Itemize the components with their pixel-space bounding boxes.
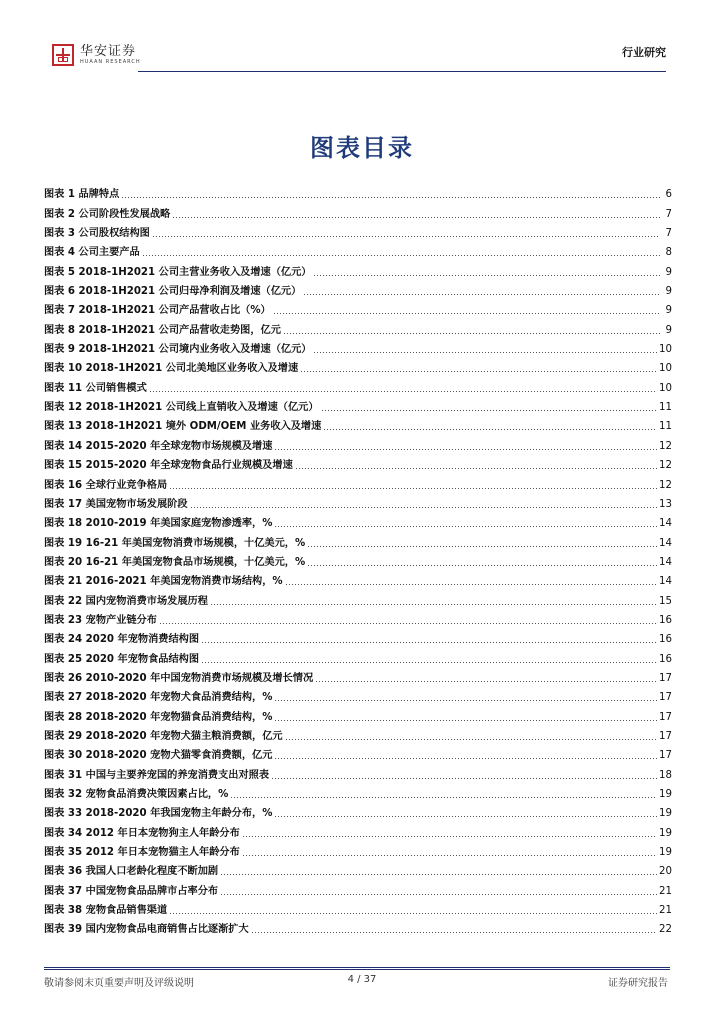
toc-entry[interactable] xyxy=(44,183,672,202)
footer-divider-secondary xyxy=(44,969,670,970)
toc-entry-label[interactable]: 图表 16 全球行业竞争格局 xyxy=(44,479,168,491)
toc-entry[interactable] xyxy=(44,609,672,628)
toc-entry-page[interactable]: 10 xyxy=(659,363,672,375)
toc-entry[interactable] xyxy=(44,338,672,357)
toc-entry-label[interactable]: 图表 15 2015-2020 年全球宠物食品行业规模及增速 xyxy=(44,460,293,472)
toc-entry-label[interactable]: 图表 26 2010-2020 年中国宠物消费市场规模及增长情况 xyxy=(44,672,314,684)
toc-entry[interactable] xyxy=(44,454,672,473)
toc-dot-leader xyxy=(313,352,657,353)
header-divider xyxy=(138,71,666,72)
toc-entry-page[interactable]: 9 xyxy=(665,266,672,278)
toc-entry[interactable] xyxy=(44,821,672,840)
toc-entry-page[interactable]: 10 xyxy=(659,382,672,394)
figure-table-of-contents xyxy=(44,183,672,937)
toc-entry-page[interactable]: 17 xyxy=(659,672,672,684)
toc-dot-leader xyxy=(285,584,657,585)
toc-entry-label[interactable]: 图表 25 2020 年宠物食品结构图 xyxy=(44,653,200,665)
toc-entry[interactable] xyxy=(44,202,672,221)
logo-english-name: HUAAN RESEARCH xyxy=(80,58,141,65)
toc-dot-leader xyxy=(295,468,657,469)
toc-entry-page[interactable]: 9 xyxy=(665,324,672,336)
toc-dot-leader xyxy=(300,371,657,372)
toc-entry[interactable] xyxy=(44,744,672,763)
footer-page-number: 4 / 37 xyxy=(347,974,377,985)
toc-entry-label[interactable]: 图表 28 2018-2020 年宠物猫食品消费结构，% xyxy=(44,711,273,723)
toc-entry-label[interactable]: 图表 18 2010-2019 年美国家庭宠物渗透率，% xyxy=(44,518,273,530)
toc-entry-page[interactable]: 17 xyxy=(659,730,672,742)
toc-entry-page[interactable]: 16 xyxy=(659,614,672,626)
toc-entry-label[interactable]: 图表 30 2018-2020 宠物犬猫零食消费额，亿元 xyxy=(44,750,273,762)
toc-entry-label[interactable]: 图表 3 公司股权结构图 xyxy=(44,228,150,240)
toc-dot-leader xyxy=(190,507,658,508)
toc-dot-leader xyxy=(169,913,657,914)
toc-entry-page[interactable]: 17 xyxy=(659,750,672,762)
toc-entry-label[interactable]: 图表 11 公司销售模式 xyxy=(44,382,147,394)
toc-entry[interactable] xyxy=(44,512,672,531)
toc-dot-leader xyxy=(274,720,657,721)
toc-entry-page[interactable]: 11 xyxy=(659,402,672,414)
toc-entry[interactable] xyxy=(44,918,672,937)
toc-dot-leader xyxy=(274,700,657,701)
toc-dot-leader xyxy=(251,932,657,933)
toc-entry-page[interactable]: 14 xyxy=(659,556,672,568)
toc-entry-page[interactable]: 12 xyxy=(659,460,672,472)
toc-entry-page[interactable]: 19 xyxy=(659,789,672,800)
toc-entry-label[interactable]: 图表 36 我国人口老龄化程度不断加剧 xyxy=(44,866,219,878)
logo-mark-icon xyxy=(52,44,74,66)
toc-entry[interactable] xyxy=(44,493,672,512)
toc-entry-label[interactable]: 图表 32 宠物食品消费决策因素占比，% xyxy=(44,789,229,800)
toc-entry-label[interactable]: 图表 19 16-21 年美国宠物消费市场规模，十亿美元，% xyxy=(44,537,306,549)
toc-entry-page[interactable]: 11 xyxy=(659,421,672,433)
toc-dot-leader xyxy=(230,797,657,798)
toc-dot-leader xyxy=(169,488,657,489)
toc-dot-leader xyxy=(283,333,660,334)
toc-entry-page[interactable]: 9 xyxy=(665,305,672,317)
toc-entry-page[interactable]: 17 xyxy=(659,692,672,704)
toc-entry[interactable] xyxy=(44,531,672,550)
toc-entry-label[interactable]: 图表 1 品牌特点 xyxy=(44,189,120,201)
toc-dot-leader xyxy=(121,197,660,198)
toc-entry-page[interactable]: 16 xyxy=(659,634,672,646)
toc-entry-page[interactable]: 15 xyxy=(659,595,672,607)
toc-entry[interactable] xyxy=(44,434,672,453)
toc-entry[interactable] xyxy=(44,415,672,434)
toc-dot-leader xyxy=(323,429,657,430)
toc-entry[interactable] xyxy=(44,628,672,647)
toc-dot-leader xyxy=(273,313,660,314)
toc-entry[interactable] xyxy=(44,357,672,376)
toc-entry-page[interactable]: 13 xyxy=(659,498,672,510)
footer-divider xyxy=(44,967,670,968)
toc-entry-label[interactable]: 图表 20 16-21 年美国宠物食品市场规模，十亿美元，% xyxy=(44,556,306,568)
logo-chinese-name: 华安证券 xyxy=(80,43,137,59)
toc-entry-page[interactable]: 22 xyxy=(659,924,672,936)
toc-entry[interactable] xyxy=(44,376,672,395)
toc-dot-leader xyxy=(321,410,657,411)
toc-entry-page[interactable]: 9 xyxy=(665,286,672,298)
toc-entry[interactable] xyxy=(44,589,672,608)
toc-entry[interactable] xyxy=(44,647,672,666)
toc-entry[interactable] xyxy=(44,473,672,492)
toc-dot-leader xyxy=(210,604,657,605)
toc-entry-page[interactable]: 18 xyxy=(659,769,672,781)
toc-entry-label[interactable]: 图表 10 2018-1H2021 公司北美地区业务收入及增速 xyxy=(44,363,299,375)
toc-entry-page[interactable]: 19 xyxy=(659,808,672,820)
toc-dot-leader xyxy=(274,758,657,759)
toc-dot-leader xyxy=(274,816,657,817)
toc-dot-leader xyxy=(159,623,657,624)
toc-entry-label[interactable]: 图表 34 2012 年日本宠物狗主人年龄分布 xyxy=(44,827,240,839)
toc-entry[interactable] xyxy=(44,222,672,241)
toc-entry-label[interactable]: 图表 13 2018-1H2021 境外 ODM/OEM 业务收入及增速 xyxy=(44,421,322,433)
toc-entry-label[interactable]: 图表 39 国内宠物食品电商销售占比逐渐扩大 xyxy=(44,924,249,936)
toc-entry-label[interactable]: 图表 7 2018-1H2021 公司产品营收占比（%） xyxy=(44,305,271,317)
toc-entry[interactable] xyxy=(44,396,672,415)
toc-entry-page[interactable]: 19 xyxy=(659,827,672,839)
toc-dot-leader xyxy=(313,275,660,276)
toc-entry-page[interactable]: 10 xyxy=(659,344,672,356)
toc-entry-page[interactable]: 16 xyxy=(659,653,672,665)
footer-disclaimer: 敬请参阅末页重要声明及评级说明 xyxy=(44,978,194,989)
toc-dot-leader xyxy=(242,855,657,856)
toc-entry-label[interactable]: 图表 14 2015-2020 年全球宠物市场规模及增速 xyxy=(44,440,273,452)
toc-entry-page[interactable]: 6 xyxy=(665,189,672,201)
toc-entry-page[interactable]: 14 xyxy=(659,576,672,588)
toc-entry[interactable] xyxy=(44,879,672,898)
toc-entry-label[interactable]: 图表 24 2020 年宠物消费结构图 xyxy=(44,634,200,646)
toc-entry[interactable] xyxy=(44,725,672,744)
toc-entry-page[interactable]: 14 xyxy=(659,537,672,549)
toc-entry[interactable] xyxy=(44,763,672,782)
toc-dot-leader xyxy=(315,681,657,682)
section-label: 行业研究 xyxy=(622,46,666,59)
toc-entry-page[interactable]: 8 xyxy=(665,247,672,259)
toc-entry-page[interactable]: 14 xyxy=(659,518,672,530)
toc-entry-label[interactable]: 图表 35 2012 年日本宠物猫主人年龄分布 xyxy=(44,847,240,859)
toc-dot-leader xyxy=(242,836,657,837)
toc-dot-leader xyxy=(307,546,657,547)
toc-entry-page[interactable]: 17 xyxy=(659,711,672,723)
toc-entry-label[interactable]: 图表 4 公司主要产品 xyxy=(44,247,140,259)
toc-entry-label[interactable]: 图表 5 2018-1H2021 公司主营业务收入及增速（亿元） xyxy=(44,266,312,278)
toc-entry-page[interactable]: 21 xyxy=(659,885,672,897)
page-title: 图表目录 xyxy=(310,134,414,162)
toc-entry[interactable] xyxy=(44,280,672,299)
toc-entry-page[interactable]: 20 xyxy=(659,866,672,878)
toc-entry-page[interactable]: 21 xyxy=(659,905,672,917)
toc-entry[interactable] xyxy=(44,570,672,589)
toc-entry-page[interactable]: 12 xyxy=(659,479,672,491)
toc-dot-leader xyxy=(303,294,660,295)
toc-entry[interactable] xyxy=(44,318,672,337)
toc-entry-label[interactable]: 图表 17 美国宠物市场发展阶段 xyxy=(44,498,188,510)
toc-entry[interactable] xyxy=(44,783,672,802)
toc-dot-leader xyxy=(201,662,657,663)
toc-entry-label[interactable]: 图表 2 公司阶段性发展战略 xyxy=(44,208,171,220)
toc-entry-label[interactable]: 图表 12 2018-1H2021 公司线上直销收入及增速（亿元） xyxy=(44,402,319,414)
toc-entry[interactable] xyxy=(44,705,672,724)
toc-entry-label[interactable]: 图表 29 2018-2020 年宠物犬猫主粮消费额，亿元 xyxy=(44,730,283,742)
toc-entry[interactable] xyxy=(44,860,672,879)
toc-entry[interactable] xyxy=(44,899,672,918)
toc-dot-leader xyxy=(142,255,660,256)
toc-entry[interactable] xyxy=(44,667,672,686)
toc-entry-label[interactable]: 图表 33 2018-2020 年我国宠物主年龄分布，% xyxy=(44,808,273,820)
toc-entry[interactable] xyxy=(44,686,672,705)
toc-entry-label[interactable]: 图表 21 2016-2021 年美国宠物消费市场结构，% xyxy=(44,576,283,588)
toc-entry-label[interactable]: 图表 6 2018-1H2021 公司归母净利润及增速（亿元） xyxy=(44,286,302,298)
toc-entry[interactable] xyxy=(44,260,672,279)
toc-entry-label[interactable]: 图表 37 中国宠物食品品牌市占率分布 xyxy=(44,885,219,897)
toc-entry[interactable] xyxy=(44,551,672,570)
toc-entry[interactable] xyxy=(44,802,672,821)
toc-entry-label[interactable]: 图表 27 2018-2020 年宠物犬食品消费结构，% xyxy=(44,692,273,704)
toc-entry-label[interactable]: 图表 31 中国与主要养宠国的养宠消费支出对照表 xyxy=(44,769,270,781)
toc-dot-leader xyxy=(271,778,657,779)
toc-dot-leader xyxy=(285,739,657,740)
toc-entry-page[interactable]: 19 xyxy=(659,847,672,859)
footer-report-type: 证券研究报告 xyxy=(608,978,668,989)
company-logo xyxy=(52,44,141,66)
toc-entry-label[interactable]: 图表 38 宠物食品销售渠道 xyxy=(44,905,168,917)
toc-entry[interactable] xyxy=(44,299,672,318)
toc-entry-page[interactable]: 7 xyxy=(665,208,672,220)
toc-entry-page[interactable]: 7 xyxy=(665,228,672,240)
toc-entry-page[interactable]: 12 xyxy=(659,440,672,452)
toc-dot-leader xyxy=(172,217,660,218)
toc-dot-leader xyxy=(274,449,657,450)
toc-dot-leader xyxy=(274,526,657,527)
toc-entry-label[interactable]: 图表 22 国内宠物消费市场发展历程 xyxy=(44,595,208,607)
toc-dot-leader xyxy=(220,894,657,895)
toc-dot-leader xyxy=(149,391,657,392)
toc-entry[interactable] xyxy=(44,241,672,260)
toc-entry-label[interactable]: 图表 8 2018-1H2021 公司产品营收走势图，亿元 xyxy=(44,324,281,336)
toc-dot-leader xyxy=(307,565,657,566)
toc-dot-leader xyxy=(220,874,657,875)
toc-dot-leader xyxy=(201,642,657,643)
toc-entry-label[interactable]: 图表 23 宠物产业链分布 xyxy=(44,614,157,626)
toc-entry-label[interactable]: 图表 9 2018-1H2021 公司境内业务收入及增速（亿元） xyxy=(44,344,312,356)
toc-dot-leader xyxy=(152,236,660,237)
page-header xyxy=(0,0,724,80)
toc-entry[interactable] xyxy=(44,841,672,860)
